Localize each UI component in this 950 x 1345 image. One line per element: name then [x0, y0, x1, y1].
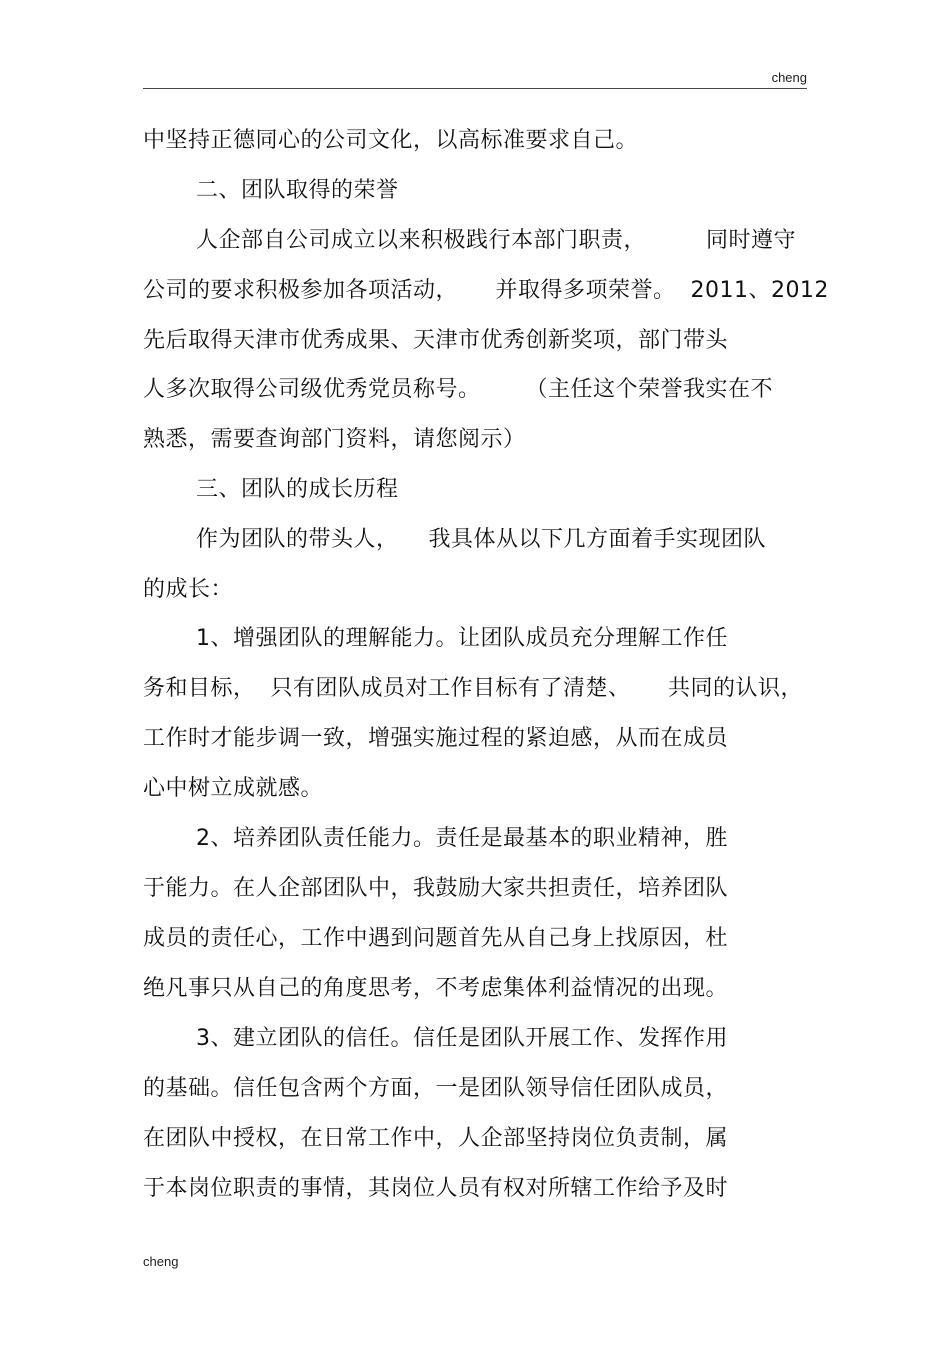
text-line: 工作时才能步调一致，增强实施过程的紧迫感，从而在成员	[143, 726, 729, 751]
text-line: 公司的要求积极参加各项活动， 并取得多项荣誉。 2011、2012	[143, 278, 829, 303]
text-line: 务和目标， 只有团队成员对工作目标有了清楚、 共同的认识，	[143, 676, 803, 701]
text-line: 熟悉，需要查询部门资料，请您阅示）	[143, 427, 526, 452]
page-header: cheng	[771, 70, 807, 85]
text-line: 人多次取得公司级优秀党员称号。 （主任这个荣誉我实在不	[143, 377, 773, 402]
text-line: 作为团队的带头人， 我具体从以下几方面着手实现团队	[196, 527, 766, 552]
page-footer: cheng	[143, 1254, 179, 1269]
text-line: 中坚持正德同心的公司文化，以高标准要求自己。	[143, 128, 639, 153]
text-line: 的基础。信任包含两个方面，一是团队领导信任团队成员，	[143, 1076, 729, 1101]
text-line: 3、建立团队的信任。信任是团队开展工作、发挥作用	[196, 1026, 728, 1051]
text-line: 成员的责任心，工作中遇到问题首先从自己身上找原因，杜	[143, 926, 729, 951]
text-line: 的成长：	[143, 577, 234, 602]
section-heading: 二、团队取得的荣誉	[196, 178, 399, 203]
text-line: 在团队中授权，在日常工作中，人企部坚持岗位负责制，属	[143, 1126, 729, 1151]
text-line: 先后取得天津市优秀成果、天津市优秀创新奖项，部门带头	[143, 328, 729, 353]
text-line: 心中树立成就感。	[143, 776, 324, 801]
section-heading: 三、团队的成长历程	[196, 477, 399, 502]
text-line: 人企部自公司成立以来积极践行本部门职责， 同时遵守	[196, 228, 796, 253]
text-line: 于本岗位职责的事情，其岗位人员有权对所辖工作给予及时	[143, 1176, 729, 1201]
text-line: 绝凡事只从自己的角度思考，不考虑集体利益情况的出现。	[143, 976, 729, 1001]
text-line: 1、增强团队的理解能力。让团队成员充分理解工作任	[196, 626, 728, 651]
header-divider	[143, 88, 807, 89]
text-line: 于能力。在人企部团队中，我鼓励大家共担责任，培养团队	[143, 876, 729, 901]
text-line: 2、培养团队责任能力。责任是最基本的职业精神，胜	[196, 826, 728, 851]
